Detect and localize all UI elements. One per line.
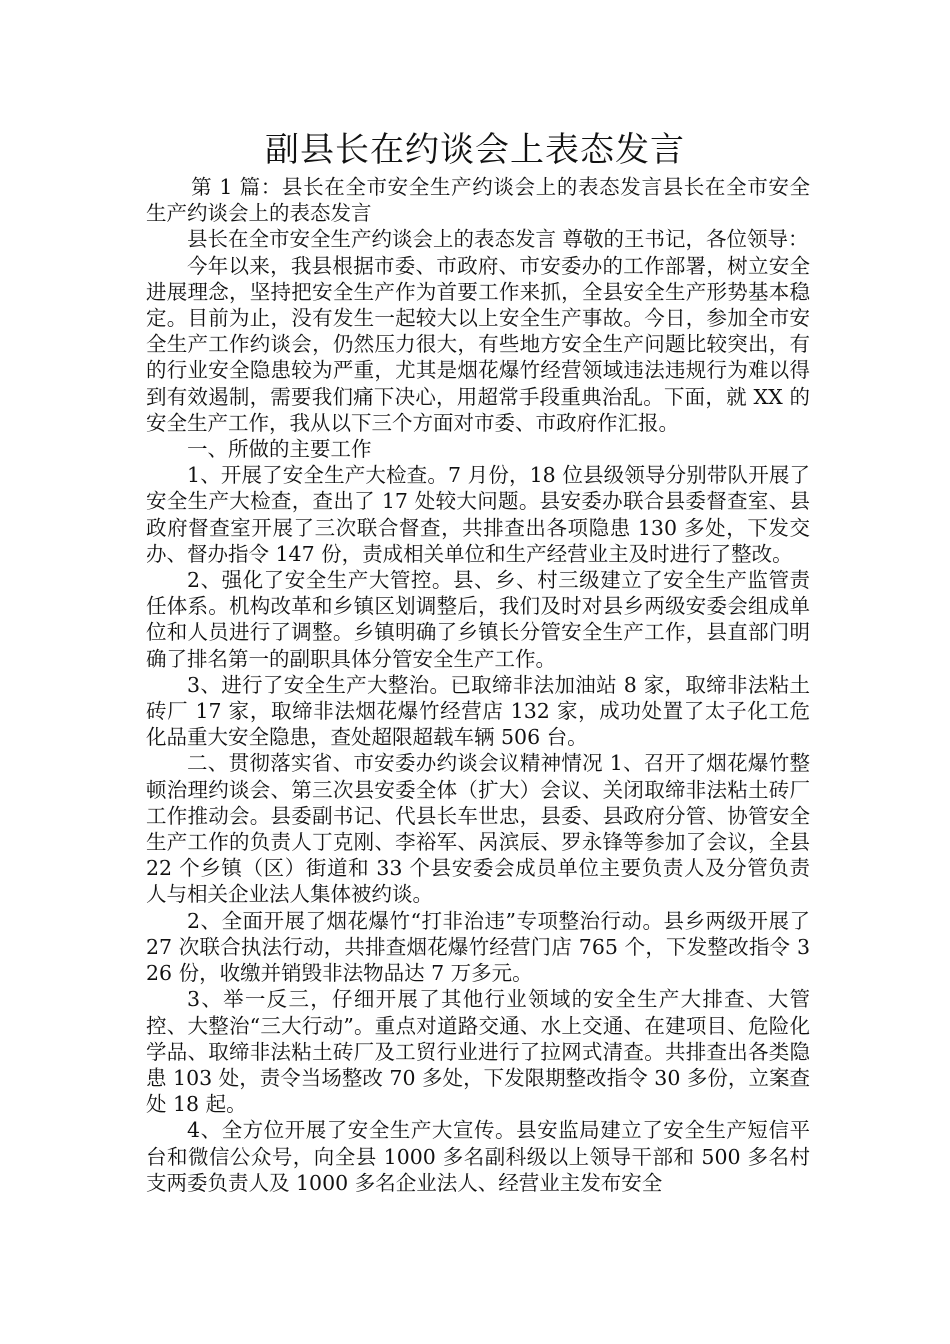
paragraph-control: 2、强化了安全生产大管控。县、乡、村三级建立了安全生产监管责任体系。机构改革和乡镇区划调整后，我们及时对县乡两级安委会组成单位和人员进行了调整。乡镇明确了乡镇长分管安全生产工作，县直部门明确了排名第一的副职具体分管安全生产工作。 — [146, 568, 810, 671]
paragraph-inspection: 1、开展了安全生产大检查。7 月份，18 位县级领导分别带队开展了安全生产大检查，查出了 17 处较大问题。县安委办联合县委督查室、县政府督查室开展了三次联合督查，共排查出各项隐患 130 多处，下发交办、督办指令 147 份，责成相关单位和生产经营业主及时进行了整改。 — [146, 463, 810, 566]
section-heading-main-work: 一、所做的主要工作 — [187, 437, 372, 462]
paragraph-chapter-heading: 第 1 篇：县长在全市安全生产约谈会上的表态发言县长在全市安全生产约谈会上的表态发言 — [146, 175, 810, 226]
document-body — [146, 174, 810, 1196]
paragraph-publicity: 4、全方位开展了安全生产大宣传。县安监局建立了安全生产短信平台和微信公众号，向全县 1000 多名副科级以上领导干部和 500 多名村支两委负责人及 1000 多名企业法人、经营业主发布安全 — [146, 1118, 810, 1195]
paragraph-rectification: 3、进行了安全生产大整治。已取缔非法加油站 8 家，取缔非法粘土砖厂 17 家，取缔非法烟花爆竹经营店 132 家，成功处置了太子化工危化品重大安全隐患，查处超限超载车辆 506 台。 — [146, 672, 810, 750]
paragraph-intro: 今年以来，我县根据市委、市政府、市安委办的工作部署，树立安全进展理念，坚持把安全生产作为首要工作来抓，全县安全生产形势基本稳定。目前为止，没有发生一起较大以上安全生产事故。今日，参加全市安全生产工作约谈会，仍然压力很大，有些地方安全生产问题比较突出，有的行业安全隐患较为严重，尤其是烟花爆竹经营领域违法违规行为难以得到有效遏制，需要我们痛下决心，用超常手段重典治乱。下面，就 XX 的安全生产工作，我从以下三个方面对市委、市政府作汇报。 — [146, 253, 810, 435]
paragraph-implementation: 二、贯彻落实省、市安委办约谈会议精神情况 1、召开了烟花爆竹整顿治理约谈会、第三次县安委全体（扩大）会议、关闭取缔非法粘土砖厂工作推动会。县委副书记、代县长车世忠，县委、县政府分管、协管安全生产工作的负责人丁克刚、李裕军、呙滨辰、罗永锋等参加了会议，全县 22 个乡镇（区）街道和 33 个县安委会成员单位主要负责人及分管负责人与相关企业法人集体被约谈。 — [146, 751, 810, 907]
paragraph-salutation: 县长在全市安全生产约谈会上的表态发言 尊敬的王书记，各位领导： — [187, 227, 809, 252]
document-title: 副县长在约谈会上表态发言 — [265, 130, 685, 170]
paragraph-other-industries: 3、举一反三，仔细开展了其他行业领域的安全生产大排查、大管控、大整治“三大行动”。重点对道路交通、水上交通、在建项目、危险化学品、取缔非法粘土砖厂及工贸行业进行了拉网式清查。共排查出各类隐患 103 处，责令当场整改 70 多处，下发限期整改指令 30 多份，立案查处 18 起。 — [146, 987, 810, 1117]
paragraph-fireworks: 2、全面开展了烟花爆竹“打非治违”专项整治行动。县乡两级开展了 27 次联合执法行动，共排查烟花爆竹经营门店 765 个，下发整改指令 326 份，收缴并销毁非法物品达 7 万多元。 — [146, 908, 810, 986]
